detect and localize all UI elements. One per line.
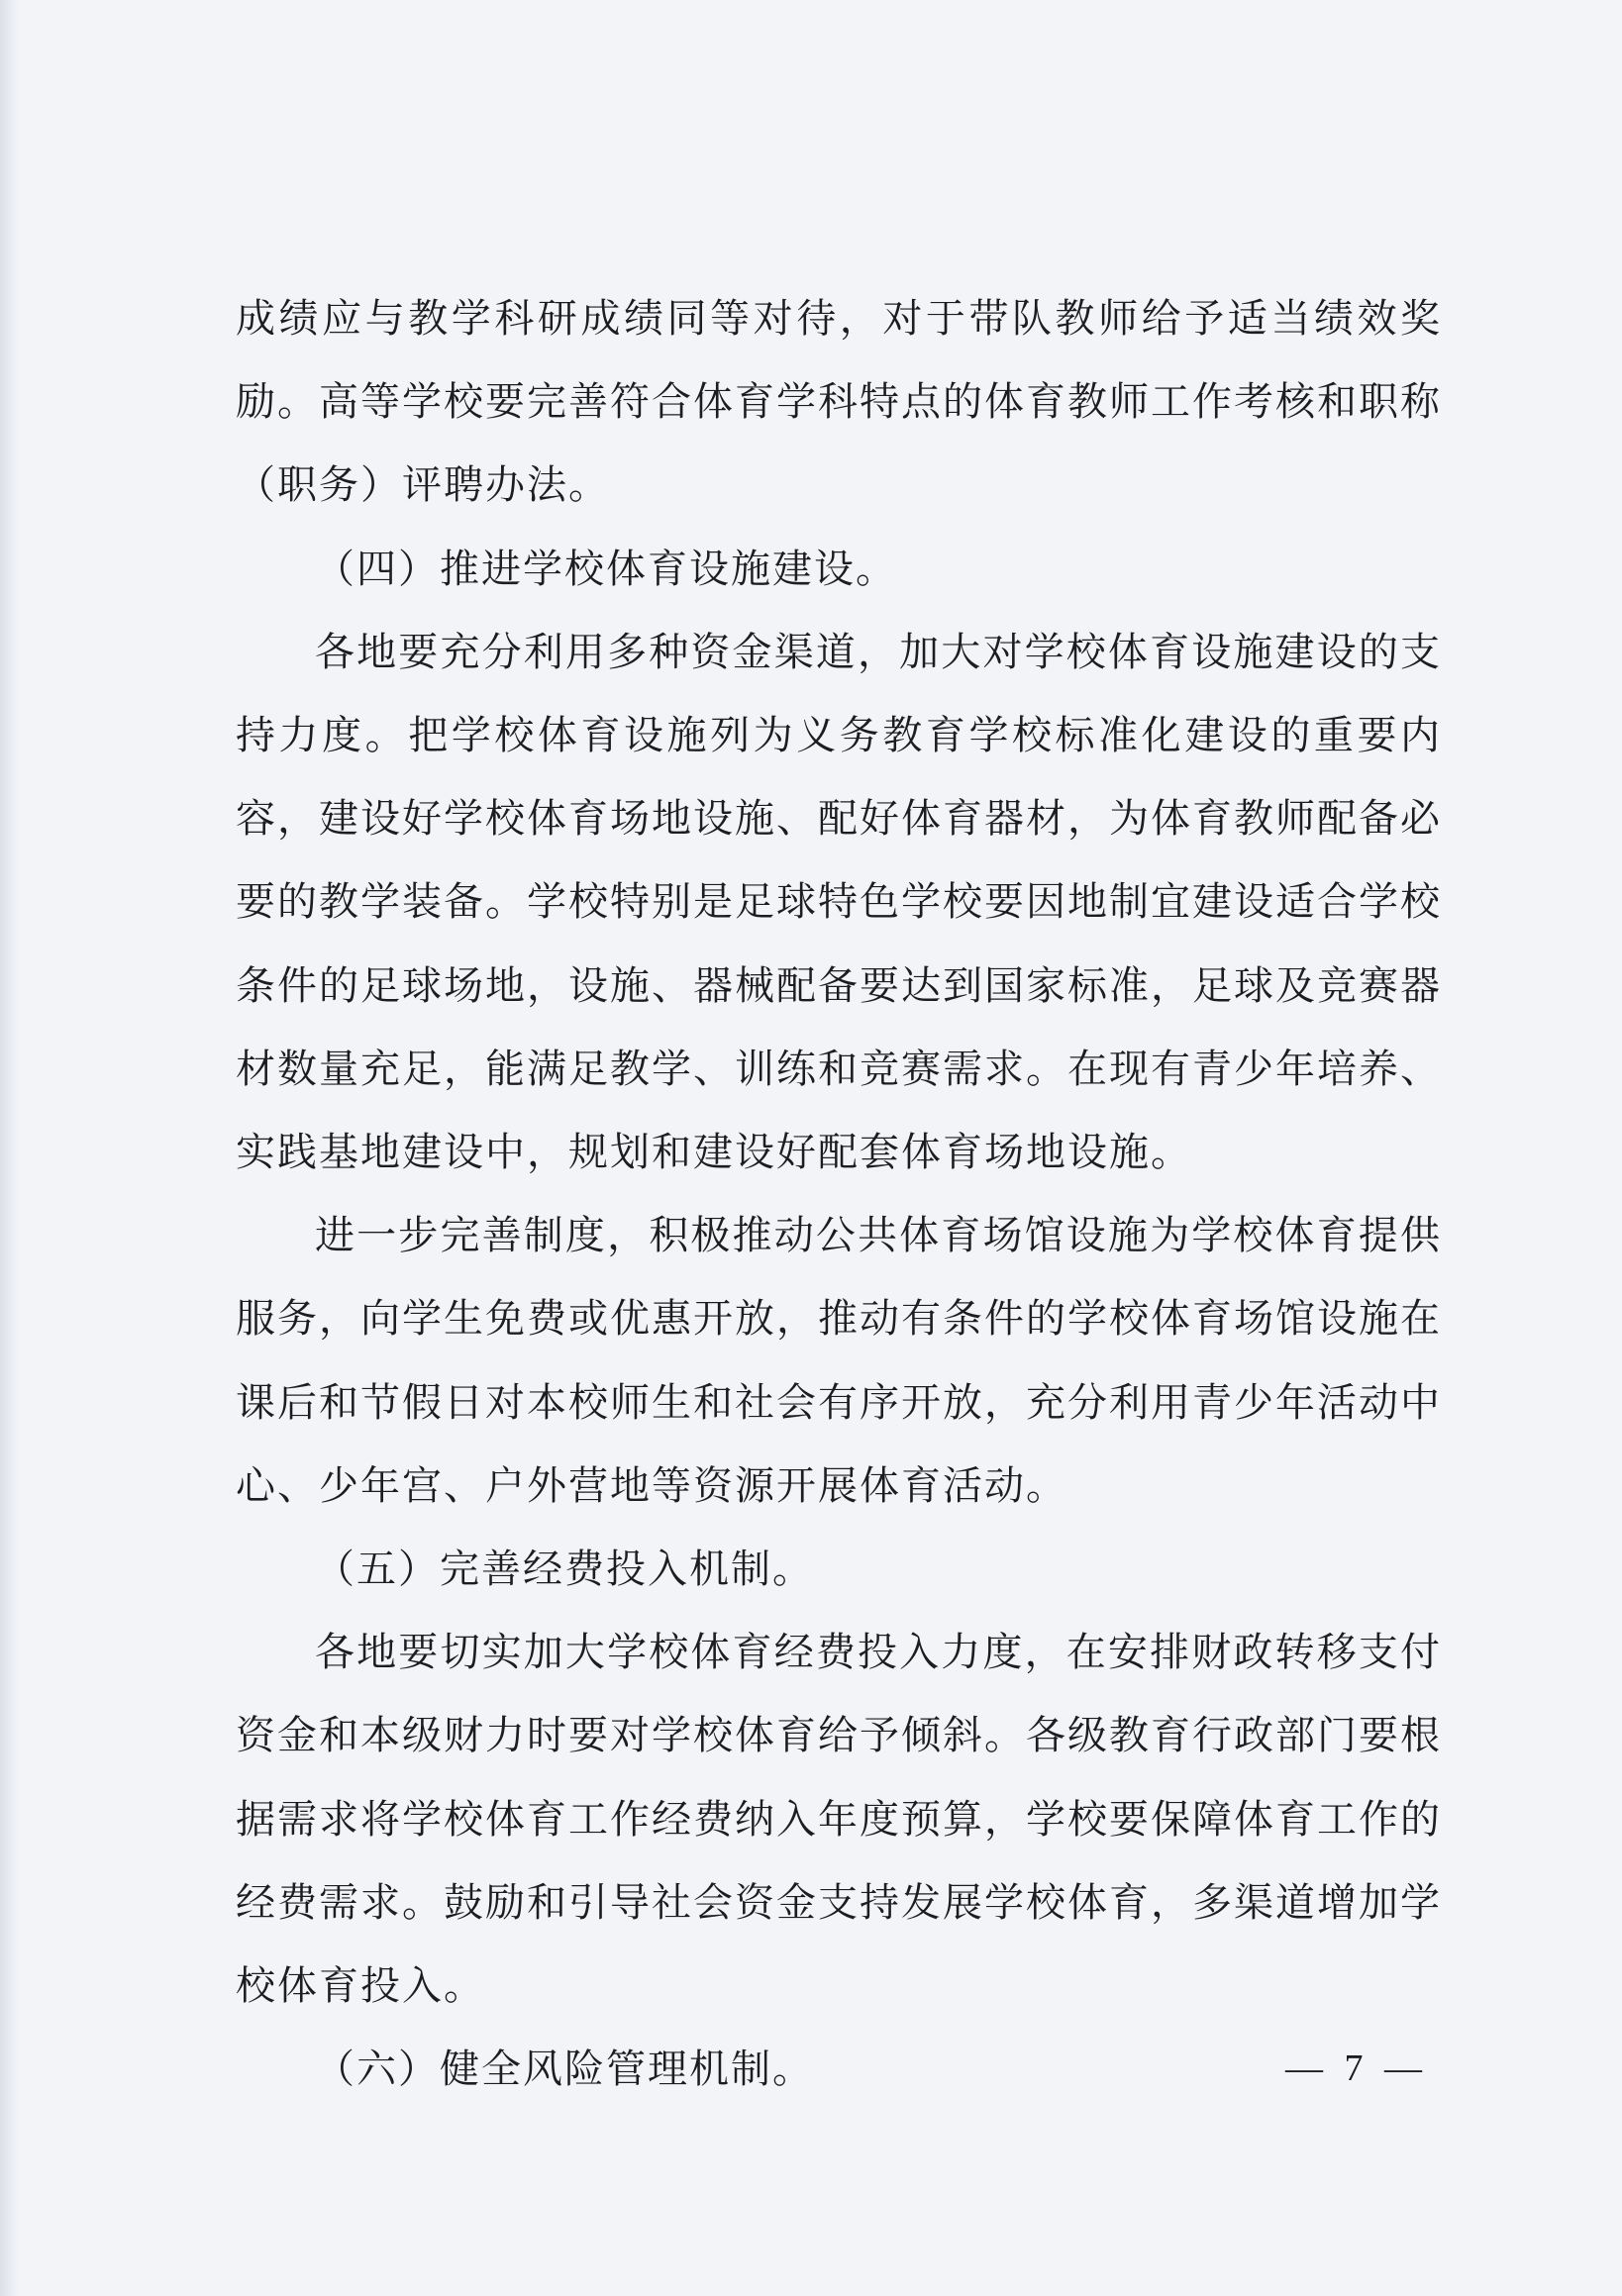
section-4-heading: （四）推进学校体育设施建设。: [315, 546, 897, 592]
page-edge-shadow: [0, 0, 18, 2296]
continuation-paragraph: 成绩应与教学科研成绩同等对待，对于带队教师给予适当绩效奖励。高等学校要完善符合体育学科特点的体育教师工作考核和职称（职务）评聘办法。: [236, 296, 1442, 509]
section-6-heading: （六）健全风险管理机制。: [315, 2046, 814, 2093]
section-4-paragraph-1: 各地要充分利用多种资金渠道，加大对学校体育设施建设的支持力度。把学校体育设施列为义务教育学校标准化建设的重要内容，建设好学校体育场地设施、配好体育器材，为体育教师配备必要的教学装备。学校特别是足球特色学校要因地制宜建设适合学校条件的足球场地，设施、器械配备要达到国家标准，足球及竞赛器材数量充足，能满足教学、训练和竞赛需求。在现有青少年培养、实践基地建设中，规划和建设好配套体育场地设施。: [236, 629, 1442, 1176]
section-4-paragraph-2: 进一步完善制度，积极推动公共体育场馆设施为学校体育提供服务，向学生免费或优惠开放，推动有条件的学校体育场馆设施在课后和节假日对本校师生和社会有序开放，充分利用青少年活动中心、少年宫、户外营地等资源开展体育活动。: [236, 1213, 1442, 1509]
section-5-heading: （五）完善经费投入机制。: [315, 1547, 814, 1593]
document-body: [236, 277, 1442, 2111]
section-5-paragraph-1: 各地要切实加大学校体育经费投入力度，在安排财政转移支付资金和本级财力时要对学校体育给予倾斜。各级教育行政部门要根据需求将学校体育工作经费纳入年度预算，学校要保障体育工作的经费需求。鼓励和引导社会资金支持发展学校体育，多渠道增加学校体育投入。: [236, 1630, 1442, 2010]
page-number: — 7 —: [1285, 2047, 1428, 2089]
